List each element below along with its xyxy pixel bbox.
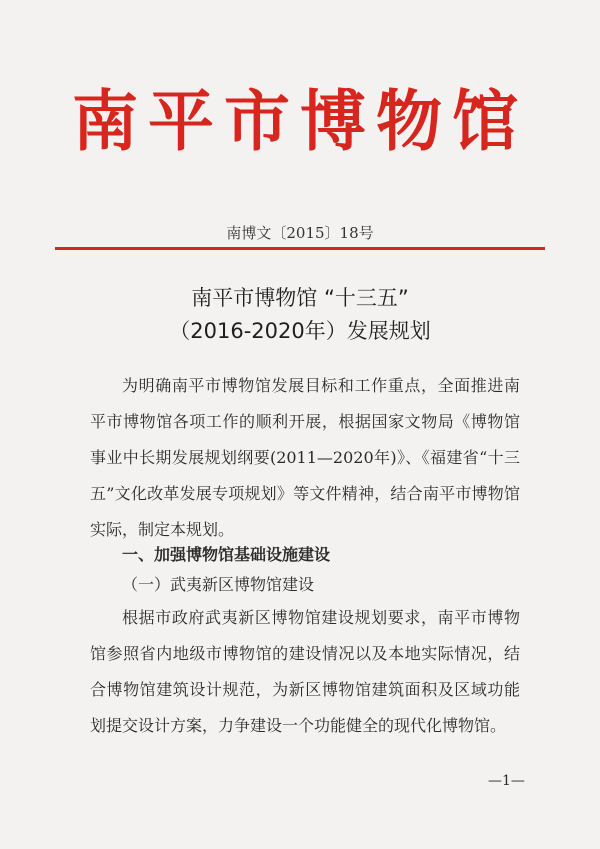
subsection-paragraph: 根据市政府武夷新区博物馆建设规划要求，南平市博物馆参照省内地级市博物馆的建设情况以及本地实际情况，结合博物馆建筑设计规范，为新区博物馆建筑面积及区域功能划提交设计方案，力争建设一个功能健全的现代化博物馆。 [90,608,520,735]
section-heading: 一、加强博物馆基础设施建设 [122,545,331,564]
document-title-line2: （2016-2020年）发展规划 [169,319,431,343]
header-divider [55,247,545,250]
subsection-heading: （一）武夷新区博物馆建设 [122,575,315,594]
document-title-line1: 南平市博物馆 “十三五” [191,286,409,310]
intro-paragraph: 为明确南平市博物馆发展目标和工作重点，全面推进南平市博物馆各项工作的顺利开展，根据国家文物局《博物馆事业中长期发展规划纲要(2011—2020年)》、《福建省“十三五”文化改革发展专项规划》等文件精神，结合南平市博物馆实际，制定本规划。 [90,376,520,539]
document-number: 南博文〔2015〕18号 [226,224,374,242]
org-masthead: 南平市博物馆 [72,83,528,160]
page-number: —1— [488,773,525,789]
